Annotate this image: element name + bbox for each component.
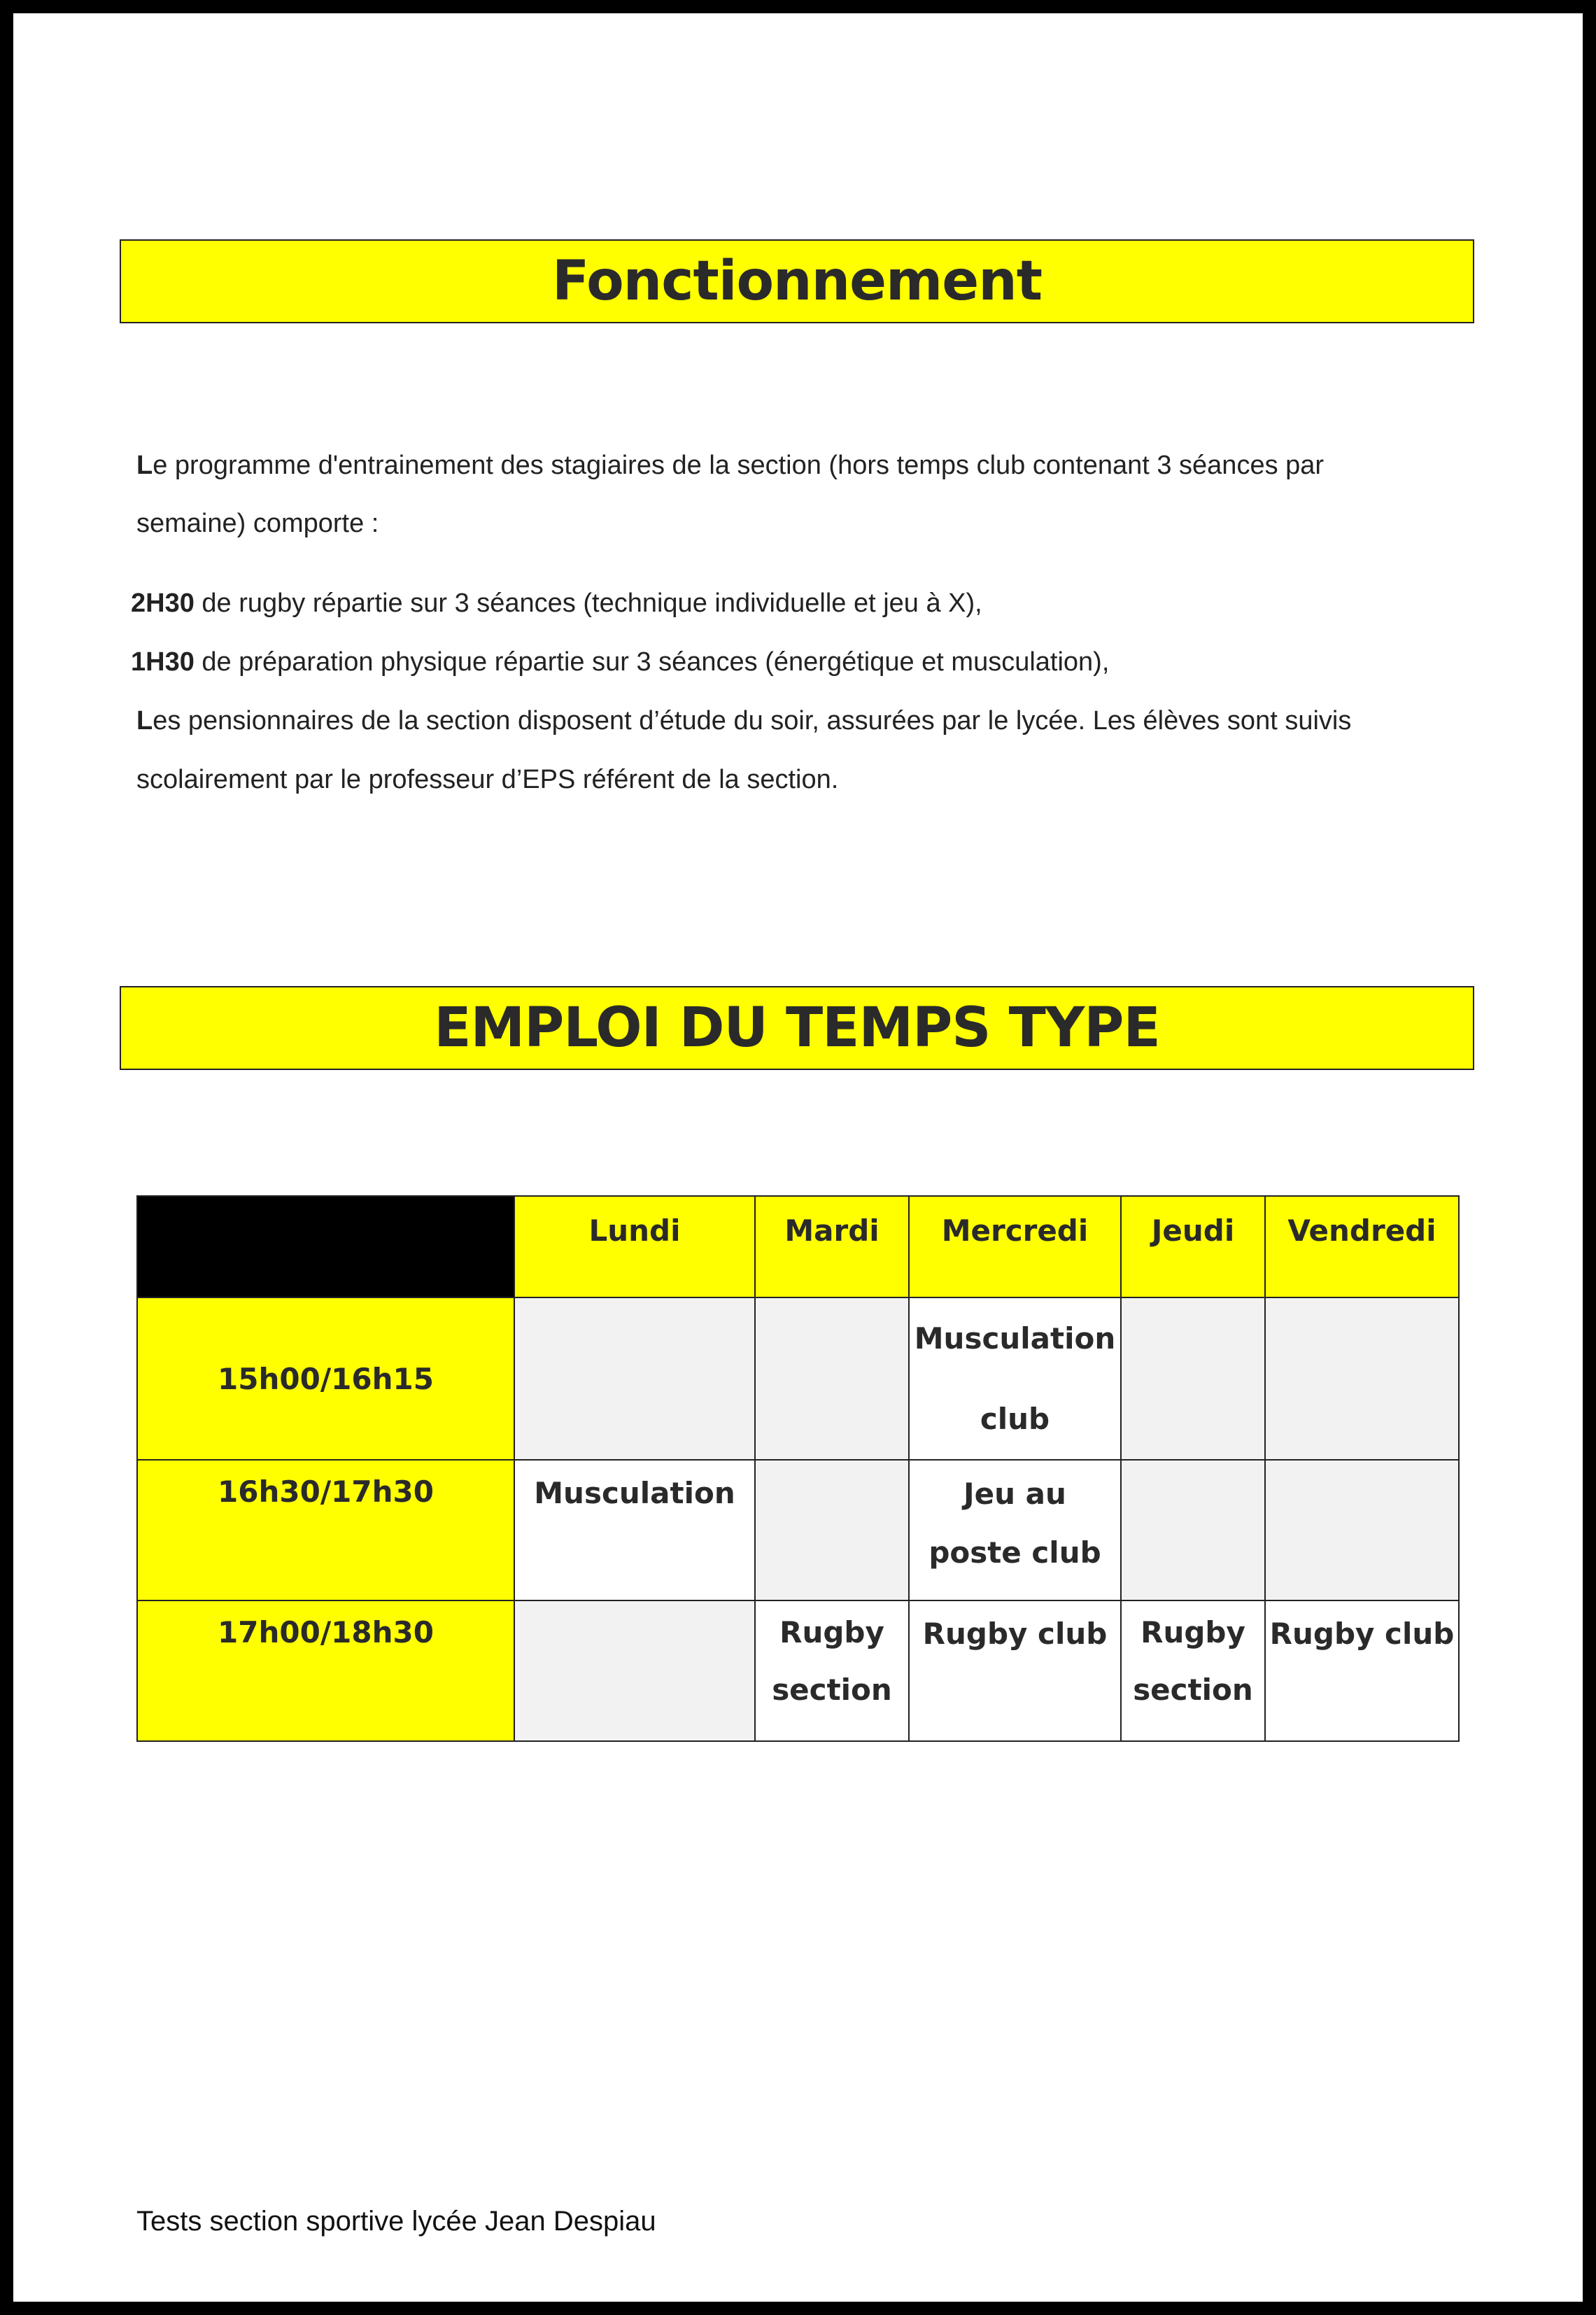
- activity-label: Musculation: [534, 1476, 735, 1510]
- schedule-cell: [514, 1297, 755, 1460]
- schedule-cell: [755, 1600, 909, 1741]
- schedule-cell: [755, 1460, 909, 1600]
- schedule-cell: [909, 1600, 1121, 1741]
- section-title-banner: [120, 986, 1474, 1070]
- intro-paragraph-line1: Le programme d'entrainement des stagiaires de la section (hors temps club contenant 3 séances par: [136, 451, 1325, 480]
- dropcap: L: [136, 451, 153, 480]
- day-header: Mercredi: [909, 1196, 1121, 1297]
- header-corner: [137, 1196, 514, 1297]
- schedule-cell: [1265, 1297, 1459, 1460]
- activity-label: Musculation club: [914, 1321, 1116, 1436]
- schedule-row: [137, 1297, 1459, 1460]
- day-header: Lundi: [514, 1196, 755, 1297]
- physical-prep-line: 1H30 de préparation physique répartie sur 3 séances (énergétique et musculation),: [131, 647, 1110, 677]
- schedule-header-row: [137, 1196, 1459, 1297]
- time-slot: 16h30/17h30: [137, 1460, 514, 1600]
- day-header: Jeudi: [1121, 1196, 1265, 1297]
- day-header: Vendredi: [1265, 1196, 1459, 1297]
- page-footer: Tests section sportive lycée Jean Despiau: [136, 2206, 656, 2237]
- activity-label: Rugby section: [1133, 1615, 1253, 1707]
- schedule-row: [137, 1460, 1459, 1600]
- time-slot: 17h00/18h30: [137, 1600, 514, 1741]
- schedule-cell: [1121, 1297, 1265, 1460]
- section-title-banner: [120, 239, 1474, 323]
- section-title-emploi-du-temps: EMPLOI DU TEMPS TYPE: [434, 997, 1160, 1060]
- schedule-table: [136, 1195, 1460, 1742]
- time-slot: 15h00/16h15: [137, 1297, 514, 1460]
- schedule-row: [137, 1600, 1459, 1741]
- boarding-paragraph-line1: Les pensionnaires de la section disposent d’étude du soir, assurées par le lycée. Les élèves sont suivis: [136, 706, 1352, 736]
- section-title-fonctionnement: Fonctionnement: [551, 250, 1043, 313]
- activity-label: Rugby section: [772, 1615, 892, 1707]
- boarding-paragraph-line2: scolairement par le professeur d’EPS référent de la section.: [136, 765, 839, 794]
- activity-label: Jeu au poste club: [928, 1477, 1101, 1570]
- schedule-cell: [755, 1297, 909, 1460]
- schedule-cell: [909, 1460, 1121, 1600]
- rugby-hours-line: 2H30 de rugby répartie sur 3 séances (technique individuelle et jeu à X),: [131, 589, 982, 618]
- schedule-cell: [909, 1297, 1121, 1460]
- document-page: [13, 13, 1583, 2302]
- intro-paragraph-line2: semaine) comporte :: [136, 509, 379, 538]
- schedule-cell: [1121, 1600, 1265, 1741]
- schedule-cell: [1265, 1460, 1459, 1600]
- activity-label: Rugby club: [922, 1617, 1108, 1651]
- activity-label: Rugby club: [1269, 1617, 1455, 1651]
- schedule-cell: [514, 1460, 755, 1600]
- day-header: Mardi: [755, 1196, 909, 1297]
- schedule-cell: [1121, 1460, 1265, 1600]
- schedule-cell: [514, 1600, 755, 1741]
- schedule-cell: [1265, 1600, 1459, 1741]
